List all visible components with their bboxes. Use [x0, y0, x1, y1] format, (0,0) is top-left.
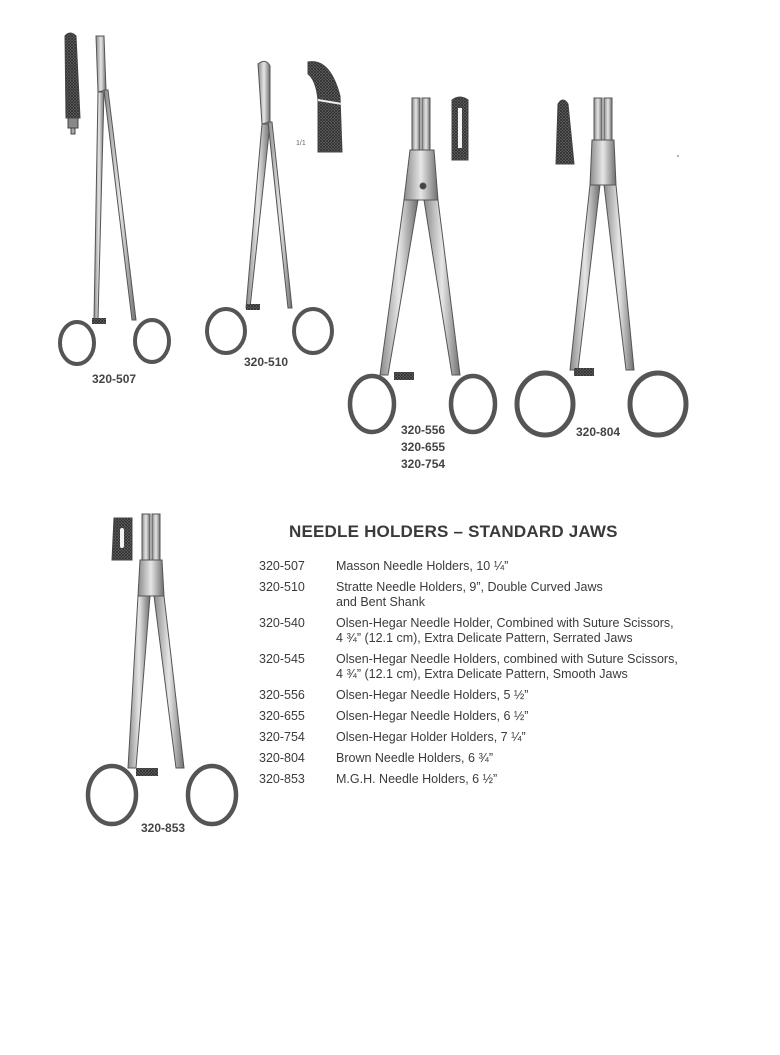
catalog-number: 320-507	[259, 559, 305, 573]
catalog-description-continued: 4 ¾” (12.1 cm), Extra Delicate Pattern, Smooth Jaws	[336, 667, 628, 681]
catalog-row	[259, 709, 729, 724]
figure-label-320-754: 320-754	[401, 457, 446, 471]
catalog-number: 320-754	[259, 730, 305, 744]
catalog-description-continued: and Bent Shank	[336, 595, 425, 609]
catalog-row	[259, 580, 729, 610]
catalog-number: 320-655	[259, 709, 305, 723]
jaw-detail-icon	[65, 33, 80, 134]
mgh-needle-holder-icon	[88, 514, 236, 824]
page-title: NEEDLE HOLDERS – STANDARD JAWS	[289, 522, 618, 541]
catalog-row	[259, 751, 729, 766]
olsen-hegar-needle-holder-icon	[350, 98, 495, 432]
catalog-description: Brown Needle Holders, 6 ¾”	[336, 751, 494, 765]
curved-needle-holder-icon	[207, 61, 332, 353]
curved-jaw-detail-icon	[308, 62, 342, 152]
tungsten-jaw-detail-icon	[556, 100, 574, 164]
catalog-number: 320-510	[259, 580, 305, 594]
catalog-description: Olsen-Hegar Needle Holder, Combined with Suture Scissors,	[336, 616, 674, 630]
catalog-description-continued: 4 ¾” (12.1 cm), Extra Delicate Pattern, Serrated Jaws	[336, 631, 633, 645]
figure-label-320-556: 320-556	[401, 423, 446, 437]
speck	[677, 155, 679, 157]
catalog-list	[259, 559, 729, 793]
serrated-jaw-detail-icon	[452, 97, 468, 160]
brown-needle-holder-icon	[517, 98, 686, 435]
catalog-description: M.G.H. Needle Holders, 6 ½”	[336, 772, 498, 786]
catalog-number: 320-804	[259, 751, 305, 765]
catalog-description: Olsen-Hegar Needle Holders, 6 ½”	[336, 709, 529, 723]
catalog-description: Olsen-Hegar Holder Holders, 7 ¼”	[336, 730, 526, 744]
mgh-jaw-detail-icon	[112, 518, 132, 560]
catalog-row	[259, 652, 729, 682]
catalog-description: Masson Needle Holders, 10 ¼”	[336, 559, 509, 573]
figure-label-320-853: 320-853	[141, 821, 186, 835]
catalog-description: Stratte Needle Holders, 9”, Double Curved Jaws	[336, 580, 603, 594]
catalog-row	[259, 772, 729, 787]
catalog-number: 320-556	[259, 688, 305, 702]
figure-label-320-655: 320-655	[401, 440, 446, 454]
catalog-description: Olsen-Hegar Needle Holders, combined with Suture Scissors,	[336, 652, 678, 666]
figure-label-320-510: 320-510	[244, 355, 289, 369]
catalog-row	[259, 730, 729, 745]
catalog-row	[259, 616, 729, 646]
catalog-row	[259, 688, 729, 703]
figure-label-320-507: 320-507	[92, 372, 137, 386]
catalog-row	[259, 559, 729, 574]
catalog-description: Olsen-Hegar Needle Holders, 5 ½”	[336, 688, 529, 702]
figure-label-320-804: 320-804	[576, 425, 621, 439]
catalog-number: 320-545	[259, 652, 305, 666]
catalog-number: 320-853	[259, 772, 305, 786]
scale-note: 1/1	[296, 140, 306, 147]
catalog-number: 320-540	[259, 616, 305, 630]
